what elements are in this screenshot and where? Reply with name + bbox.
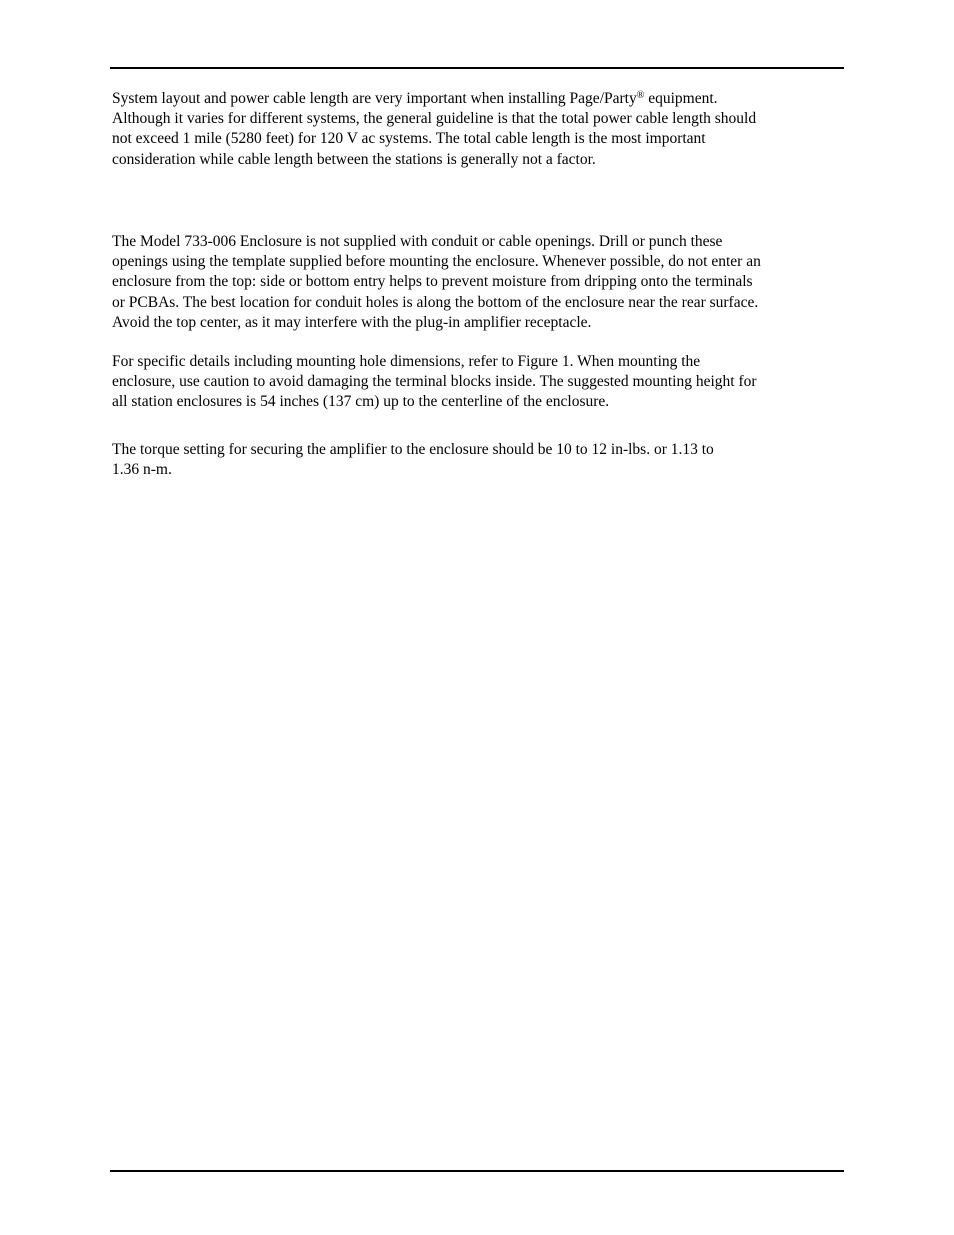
paragraph-line: openings using the template supplied before mounting the enclosure. Whenever possible, do not enter an — [112, 253, 761, 271]
paragraph-system-layout — [112, 89, 756, 170]
paragraph-line: enclosure, use caution to avoid damaging the terminal blocks inside. The suggested mounting height for — [112, 373, 757, 391]
paragraph-mounting-details — [112, 352, 757, 413]
paragraph-line: 1.36 n-m. — [112, 461, 172, 479]
paragraph-line: For specific details including mounting hole dimensions, refer to Figure 1. When mounting the — [112, 353, 701, 370]
paragraph-torque-setting — [112, 440, 714, 480]
paragraph-line: Although it varies for different systems, the general guideline is that the total power cable length should — [112, 110, 757, 128]
paragraph-line: System layout and power cable length are very important when installing Page/Party® equipment. — [112, 90, 718, 107]
paragraph-line: or PCBAs. The best location for conduit holes is along the bottom of the enclosure near the rear surface. — [112, 293, 759, 311]
registered-trademark-mark: ® — [636, 90, 645, 101]
paragraph-line: enclosure from the top: side or bottom entry helps to prevent moisture from dripping onto the terminals — [112, 273, 753, 291]
paragraph-line: not exceed 1 mile (5280 feet) for 120 V ac systems. The total cable length is the most important — [112, 130, 706, 148]
paragraph-line: The torque setting for securing the amplifier to the enclosure should be 10 to 12 in-lbs. or 1.13 to — [112, 441, 714, 458]
paragraph-line: The Model 733-006 Enclosure is not supplied with conduit or cable openings. Drill or punch these — [112, 233, 723, 250]
paragraph-line: all station enclosures is 54 inches (137 cm) up to the centerline of the enclosure. — [112, 393, 610, 411]
paragraph-line: consideration while cable length between the stations is generally not a factor. — [112, 150, 596, 168]
header-rule — [110, 67, 844, 69]
paragraph-enclosure-openings — [112, 232, 761, 333]
footer-rule — [110, 1170, 844, 1172]
paragraph-line: Avoid the top center, as it may interfere with the plug-in amplifier receptacle. — [112, 313, 592, 331]
